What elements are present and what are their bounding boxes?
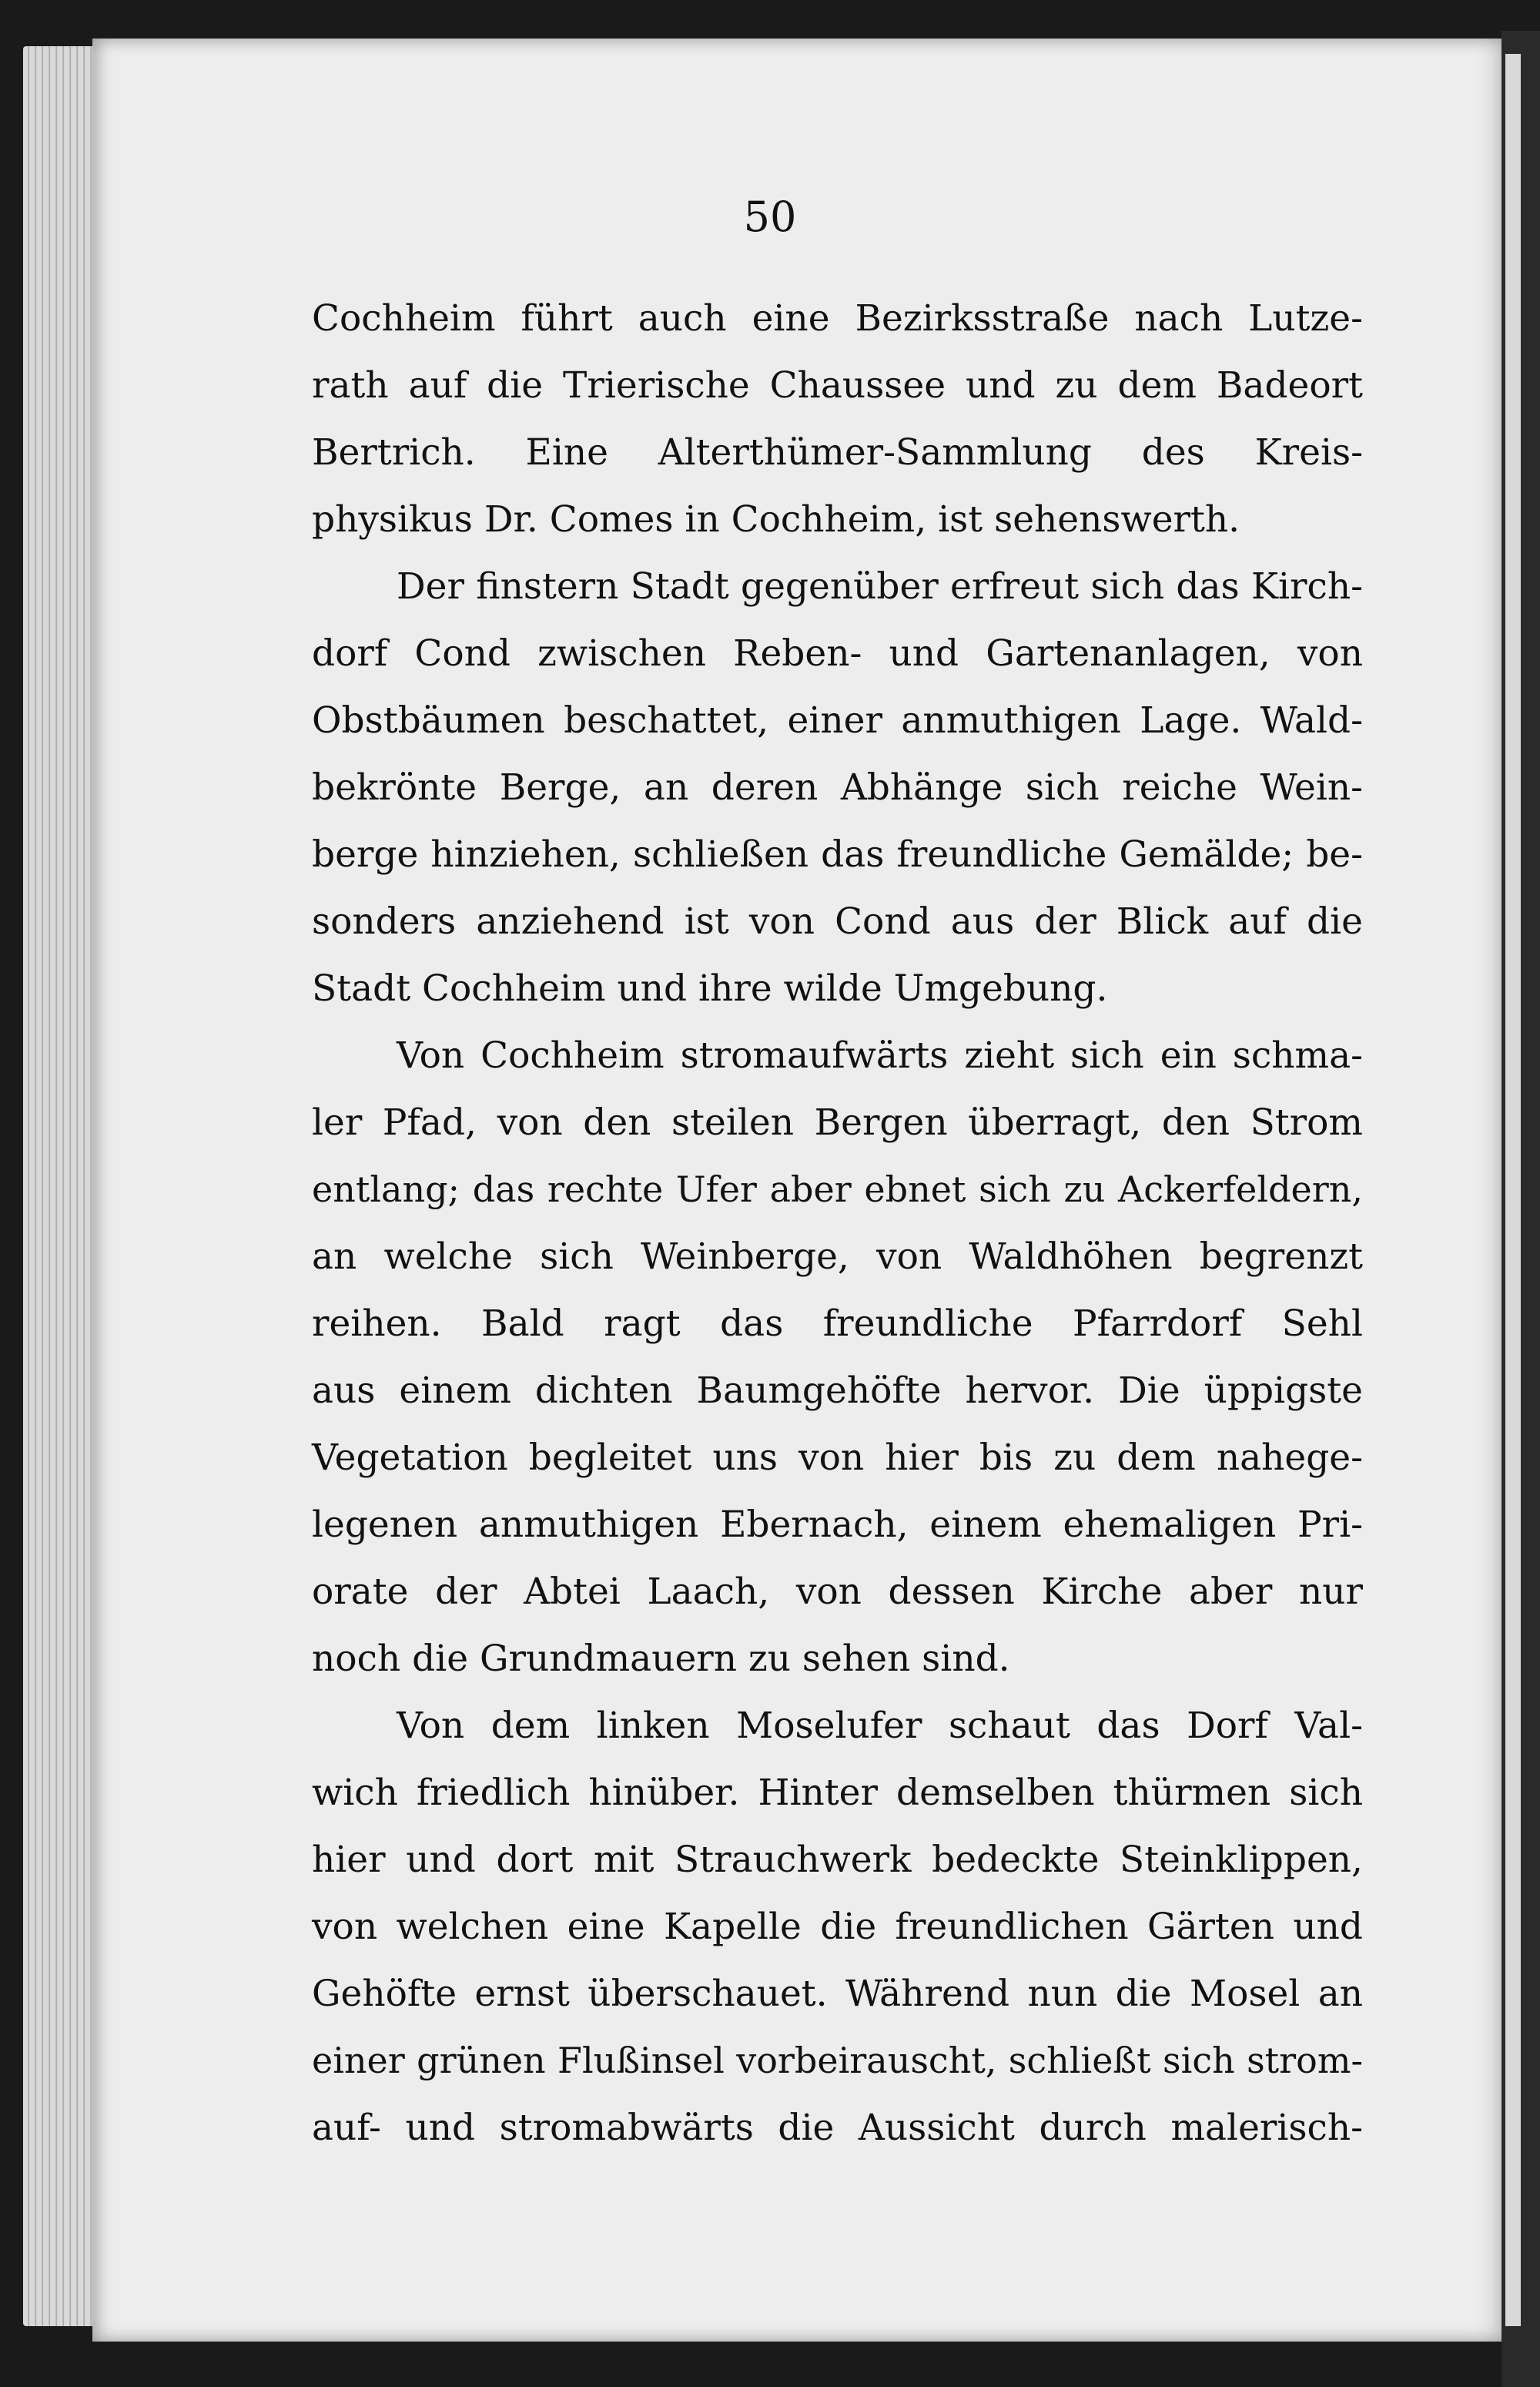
text-line: Obstbäumen beschattet, einer anmuthigen Lage. Wald- (312, 699, 1363, 742)
text-line: auf- und stromabwärts die Aussicht durch malerisch- (312, 2107, 1363, 2149)
text-line: berge hinziehen, schließen das freundliche Gemälde; be- (312, 833, 1363, 876)
text-line: hier und dort mit Strauchwerk bedeckte Steinklippen, (312, 1839, 1363, 1881)
page-edge-strip (1505, 54, 1521, 2326)
text-line: von welchen eine Kapelle die freundlichen Gärten und (312, 1906, 1363, 1948)
text-line: reihen. Bald ragt das freundliche Pfarrdorf Sehl (312, 1302, 1363, 1345)
text-line: ler Pfad, von den steilen Bergen überragt, den Strom (312, 1101, 1363, 1144)
text-line: Bertrich. Eine Alterthümer-Sammlung des Kreis- (312, 431, 1363, 474)
paragraph-start-line: Von dem linken Moselufer schaut das Dorf Val- (397, 1705, 1363, 1747)
paragraph-start-line: Von Cochheim stromaufwärts zieht sich ein schma- (397, 1034, 1363, 1077)
text-line: legenen anmuthigen Ebernach, einem ehemaligen Pri- (312, 1504, 1363, 1546)
text-line: entlang; das rechte Ufer aber ebnet sich zu Ackerfeldern, (312, 1168, 1363, 1210)
text-line: dorf Cond zwischen Reben- und Gartenanlagen, von (312, 632, 1363, 675)
text-line: orate der Abtei Laach, von dessen Kirche aber nur (312, 1571, 1363, 1613)
text-line: einer grünen Flußinsel vorbeirauscht, schließt sich strom- (312, 2040, 1363, 2081)
text-line: noch die Grundmauern zu sehen sind. (312, 1638, 1010, 1680)
text-line: Stadt Cochheim und ihre wilde Umgebung. (312, 967, 1108, 1010)
text-line: bekrönte Berge, an deren Abhänge sich reiche Wein- (312, 766, 1363, 809)
body-text (312, 285, 1363, 2161)
text-line: Cochheim führt auch eine Bezirksstraße nach Lutze- (312, 297, 1363, 340)
text-line: wich friedlich hinüber. Hinter demselben thürmen sich (312, 1772, 1363, 1814)
text-line: aus einem dichten Baumgehöfte hervor. Die üppigste (312, 1370, 1363, 1412)
text-line: Vegetation begleitet uns von hier bis zu dem nahege- (312, 1437, 1363, 1479)
paragraph-start-line: Der finstern Stadt gegenüber erfreut sich das Kirch- (397, 565, 1363, 608)
text-line: Gehöfte ernst überschauet. Während nun die Mosel an (312, 1973, 1363, 2015)
text-line: an welche sich Weinberge, von Waldhöhen begrenzt (312, 1235, 1363, 1278)
text-line: rath auf die Trierische Chaussee und zu dem Badeort (312, 364, 1363, 407)
text-line: physikus Dr. Comes in Cochheim, ist sehenswerth. (312, 498, 1240, 541)
text-line: sonders anziehend ist von Cond aus der Blick auf die (312, 900, 1363, 943)
page-number: 50 (743, 193, 797, 241)
